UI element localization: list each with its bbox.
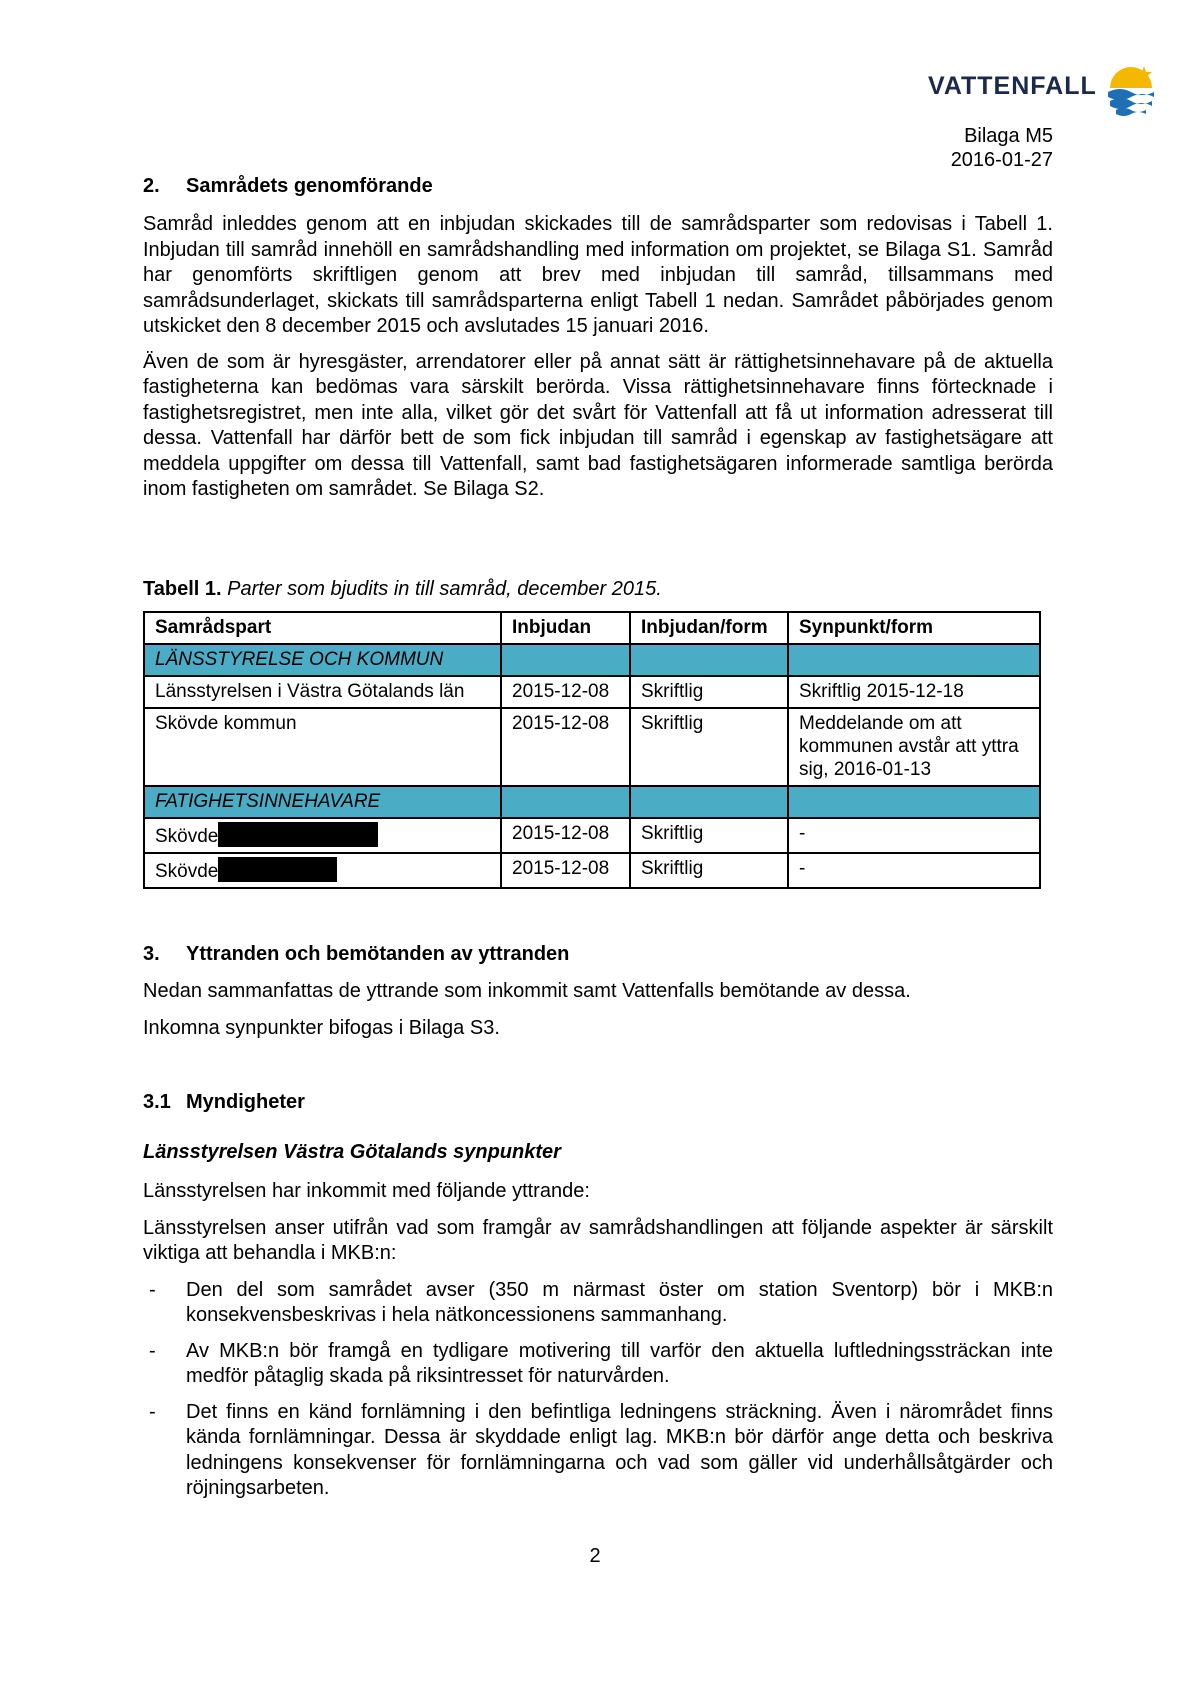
vattenfall-sun-icon — [1106, 62, 1156, 116]
dash-bullet: - — [149, 1278, 156, 1301]
column-header: Samrådspart — [144, 612, 501, 644]
section-3-1-heading — [143, 1091, 305, 1114]
logo-text: VATTENFALL — [928, 72, 1097, 100]
column-header: Inbjudan/form — [630, 612, 788, 644]
table-cell — [144, 818, 501, 853]
table-cell: Skriftlig — [630, 818, 788, 853]
group-label: FATIGHETSINNEHAVARE — [144, 786, 501, 818]
subheading: Länsstyrelsen Västra Götalands synpunkter — [143, 1141, 561, 1163]
column-header: Synpunkt/form — [788, 612, 1040, 644]
table-caption — [143, 578, 662, 601]
redaction-box — [218, 822, 378, 847]
section-title: Yttranden och bemötanden av yttranden — [186, 943, 570, 965]
document-date: 2016-01-27 — [950, 149, 1053, 171]
table-cell: Skriftlig 2015-12-18 — [788, 676, 1040, 708]
section-title: Myndigheter — [186, 1091, 305, 1113]
table-cell: Meddelande om att kommunen avstår att yttra sig, 2016-01-13 — [788, 708, 1040, 786]
paragraph: Länsstyrelsen har inkommit med följande yttrande: — [143, 1180, 590, 1202]
page-number: 2 — [589, 1545, 601, 1567]
paragraph: Nedan sammanfattas de yttrande som inkommit samt Vattenfalls bemötande av dessa. — [143, 980, 911, 1002]
paragraph: Även de som är hyresgäster, arrendatorer eller på annat sätt är rättighetsinnehavare på de aktuella fastigheterna kan bedömas vara särskilt berörda. Vissa rättighetsinnehavare finns förtecknade i fastighetsregistret, men inte alla, vilket gör det svårt för Vattenfall att få ut information adresserat till dessa. Vattenfall har därför bett de som fick inbjudan till samråd i egenskap av fastighetsägare att meddela uppgifter om dessa till Vattenfall, samt bad fastighetsägaren informerade samtliga berörda inom fastigheten om samrådet. Se Bilaga S2. — [143, 350, 1053, 500]
table-cell: - — [788, 818, 1040, 853]
table-cell: Länsstyrelsen i Västra Götalands län — [144, 676, 501, 708]
paragraph: Samråd inleddes genom att en inbjudan skickades till de samrådsparter som redovisas i Tabell 1. Inbjudan till samråd innehöll en samrådshandling med information om projektet, se Bilaga S1. Samråd har genomförts skriftligen genom att brev med inbjudan till samråd, tillsammans med samrådsunderlaget, skickats till samrådsparterna enligt Tabell 1 nedan. Samrådet påbörjades genom utskicket den 8 december 2015 och avslutades 15 januari 2016. — [143, 213, 1053, 337]
aspect-list — [143, 1278, 1053, 1502]
section-number: 2. — [143, 175, 160, 197]
list-item — [143, 1278, 1053, 1329]
table-caption-text: Parter som bjudits in till samråd, december 2015. — [227, 578, 662, 600]
table-cell: 2015-12-08 — [501, 676, 630, 708]
table-cell: - — [788, 853, 1040, 888]
redaction-box — [218, 857, 337, 882]
section-2-heading — [143, 175, 433, 198]
cell-text: Skövde — [155, 826, 219, 847]
table-row — [144, 708, 1040, 786]
table-cell: Skövde kommun — [144, 708, 501, 786]
cell-text: Skövde — [155, 861, 219, 882]
consultation-parties-table — [143, 611, 1041, 889]
document-meta — [951, 124, 1053, 172]
group-label: LÄNSSTYRELSE OCH KOMMUN — [144, 644, 501, 676]
section-3-1-body — [143, 1179, 1053, 1512]
table-caption-label: Tabell 1. — [143, 578, 222, 600]
table-group-row — [144, 786, 1040, 818]
list-item-text: Den del som samrådet avser (350 m närmast öster om station Sventorp) bör i MKB:n konsekvensbeskrivas i hela nätkoncessionens sammanhang. — [186, 1278, 1053, 1326]
table-cell: Skriftlig — [630, 853, 788, 888]
section-number: 3. — [143, 943, 160, 965]
list-item-text: Det finns en känd fornlämning i den befintliga ledningens sträckning. Även i närområdet finns kända fornlämningar. Dessa är skyddade enligt lag. MKB:n bör därför ange detta och beskriva ledningens konsekvenser för fornlämningarna och vad som gäller vid underhållsåtgärder och röjningsarbeten. — [186, 1400, 1053, 1499]
list-item — [143, 1339, 1053, 1390]
table-cell — [144, 853, 501, 888]
table-cell: 2015-12-08 — [501, 853, 630, 888]
section-3-heading — [143, 943, 569, 966]
section-title: Samrådets genomförande — [186, 175, 433, 197]
section-2-body — [143, 212, 1053, 503]
vattenfall-logo — [928, 60, 1158, 118]
list-item-text: Av MKB:n bör framgå en tydligare motivering till varför den aktuella luftledningssträckan inte medför påtaglig skada på riksintresset för naturvården. — [186, 1339, 1053, 1387]
column-header: Inbjudan — [501, 612, 630, 644]
table-row — [144, 818, 1040, 853]
attachment-label: Bilaga M5 — [964, 125, 1053, 147]
table-cell: 2015-12-08 — [501, 708, 630, 786]
table-cell: Skriftlig — [630, 676, 788, 708]
list-item — [143, 1400, 1053, 1502]
table-group-row — [144, 644, 1040, 676]
table-row — [144, 853, 1040, 888]
table-header-row — [144, 612, 1040, 644]
paragraph: Inkomna synpunkter bifogas i Bilaga S3. — [143, 1016, 500, 1039]
table-cell: Skriftlig — [630, 708, 788, 786]
section-3-body — [143, 979, 1053, 1041]
dash-bullet: - — [149, 1339, 156, 1362]
section-number: 3.1 — [143, 1091, 171, 1113]
paragraph: Länsstyrelsen anser utifrån vad som framgår av samrådshandlingen att följande aspekter är särskilt viktiga att behandla i MKB:n: — [143, 1216, 1053, 1264]
table-row — [144, 676, 1040, 708]
table-cell: 2015-12-08 — [501, 818, 630, 853]
dash-bullet: - — [149, 1400, 156, 1423]
